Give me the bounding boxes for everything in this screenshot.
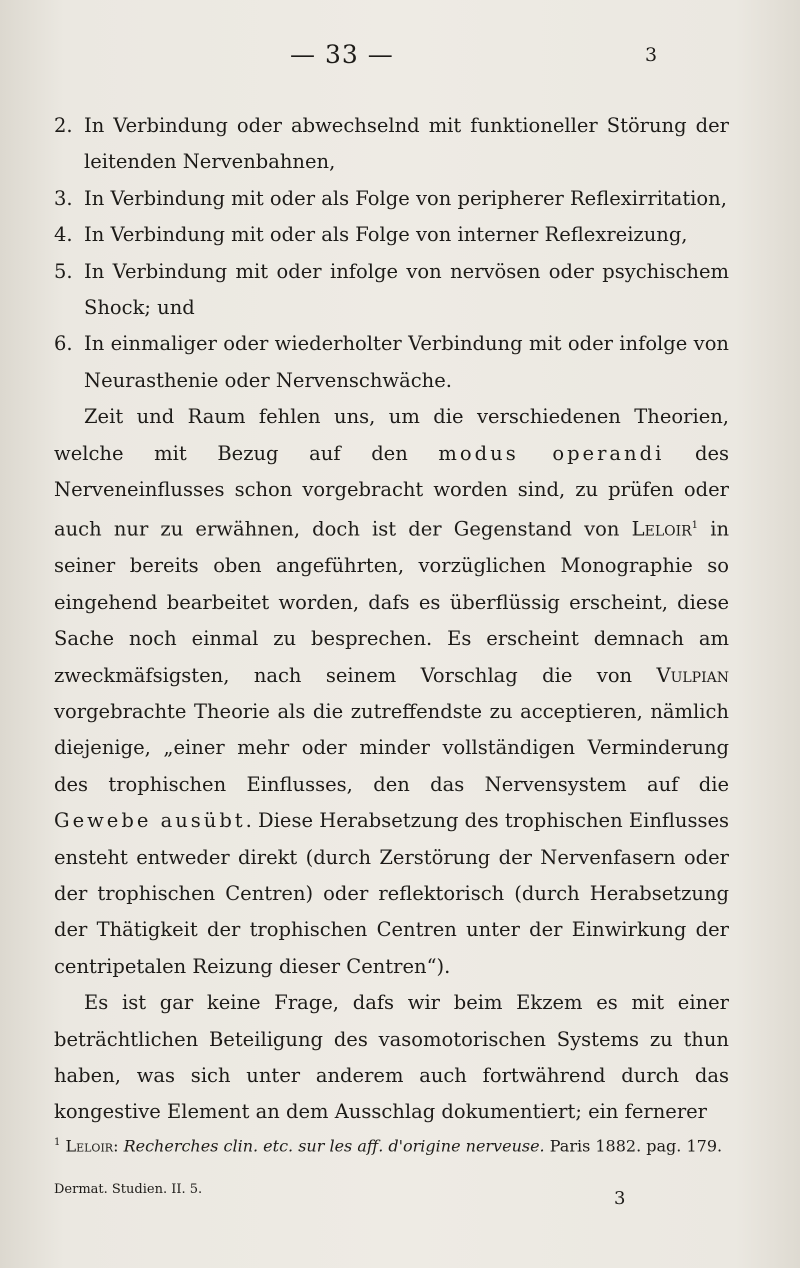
list-item [54,254,729,327]
modus-operandi-emphasis: modus operandi [438,441,665,465]
list-number: 4. [54,223,73,247]
footnote-publication: Paris 1882. pag. 179. [544,1136,723,1156]
footnote-separator: : [113,1136,124,1156]
author-vulpian: Vulpian [656,663,729,687]
footnote-author: Leloir [65,1136,114,1156]
footnote-title: Recherches clin. etc. sur les aff. d'origine nerveuse. [123,1136,545,1156]
paragraph-text: in seiner bereits oben angeführten, vorzüglichen Monographie so eingehend bearbeitet worden, dafs es überflüssig erscheint, diese Sache noch einmal zu besprechen. Es erscheint demnach am zweckmäfsigsten, nach seinem Vorschlag die von [54,517,730,687]
list-item [54,326,729,399]
list-item [54,108,729,181]
paragraph-ekzem: Es ist gar keine Frage, dafs wir beim Ekzem es mit einer beträchtlichen Beteiligung des vasomotorischen Systems zu thun haben, was sich unter anderem auch fortwährend durch das kongestive Element an dem Ausschlag dokumentiert; ein fernerer [54,991,729,1124]
printer-signature: Dermat. Studien. II. 5. [54,1182,203,1197]
paragraph-theories [54,399,729,985]
list-number: 2. [54,114,73,137]
list-text: In Verbindung mit oder infolge von nervösen oder psychischem Shock; und [84,259,729,320]
list-item [54,181,729,217]
footnote [54,1132,729,1157]
paragraph-text: Zeit und Raum fehlen uns, um die verschiedenen Theorien, welche mit Bezug auf den [54,405,729,465]
page-header [0,40,800,80]
list-number: 6. [54,332,73,356]
paragraph-text: vorgebrachte Theorie als die zutreffendste zu acceptieren, nämlich diejenige, „einer mehr oder minder vollständigen Verminderung des trophischen Einflusses, den das Nervensystem auf die [54,700,729,796]
author-leloir: Leloir [631,517,692,541]
page-footer [54,1182,729,1212]
paragraph-text: des Nerveneinflusses schon vorgebracht worden sind, zu prüfen oder auch nur zu erwähnen, doch ist der Gegenstand von [54,441,729,541]
list-item [54,217,729,253]
paragraph-text: . Diese Herabsetzung des trophischen Einflusses ensteht entweder direkt (durch Zerstörung der Nervenfasern oder der trophischen Centren) oder reflektorisch (durch Herabsetzung der Thätigkeit der trophischen Centren unter der Einwirkung der centripetalen Reizung dieser Centren“). [54,809,729,978]
page-number: — 33 — [290,40,394,69]
corner-mark: 3 [645,44,658,66]
list-number: 5. [54,259,73,283]
list-text: In Verbindung mit oder als Folge von peripherer Reflexirritation, [84,186,727,210]
gewebe-emphasis: Gewebe ausübt [54,809,246,833]
body-text [54,108,729,1131]
list-text: In einmaliger oder wiederholter Verbindung mit oder infolge von Neurasthenie oder Nervenschwäche. [84,332,729,392]
footnote-number: 1 [54,1137,61,1148]
list-text: In Verbindung oder abwechselnd mit funktioneller Störung der leitenden Nervenbahnen, [84,114,729,174]
footnote-reference: 1 [691,520,699,532]
list-text: In Verbindung mit oder als Folge von interner Reflexreizung, [84,223,688,247]
sheet-number: 3 [614,1188,626,1209]
list-number: 3. [54,186,73,210]
